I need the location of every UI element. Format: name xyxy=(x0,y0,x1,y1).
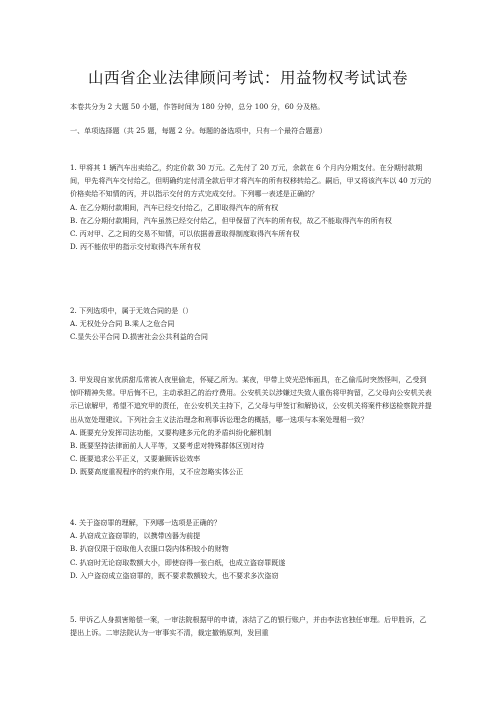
question-1 xyxy=(70,161,432,253)
option-d: D. 既要高度重视程序的约束作用，又不应忽略实体公正 xyxy=(70,467,244,477)
option-c: C. 丙对甲、乙之间的交易不知情，可以依据善意取得制度取得汽车所有权 xyxy=(70,229,300,239)
exam-intro: 本卷共分为 2 大题 50 小题，作答时间为 180 分钟，总分 100 分，60 分及格。 xyxy=(70,102,325,111)
question-2 xyxy=(70,304,432,344)
question-stem: 1. 甲将其 1 辆汽车出卖给乙，约定价款 30 万元。乙先付了 20 万元，余款在 6 个月内分期支付。在分期付款期间，甲先将汽车交付给乙，但明确约定付清全款后甲才将汽车的所有权移转给乙。嗣后，甲又将该汽车以 40 万元的价格卖给不知情的丙，并以指示交付的方式完成交付。下列哪一表述是正确的？ xyxy=(70,163,432,199)
question-4 xyxy=(70,516,432,582)
option-b: B. 既要坚持法律面前人人平等，又要考虑对特殊群体区别对待 xyxy=(70,441,265,451)
question-stem: 5. 甲诉乙人身损害赔偿一案，一审法院根据甲的申请，冻结了乙的银行账户，并由李法官独任审理。后甲胜诉，乙提出上诉。二审法院认为一审事实不清，裁定撤销原判，发回重 xyxy=(70,615,427,638)
question-5 xyxy=(70,613,432,639)
question-3 xyxy=(70,373,432,479)
question-stem: 4. 关于盗窃罪的理解，下列哪一选项是正确的？ xyxy=(70,518,221,527)
option-b: B. 扒窃仅限于窃取他人衣服口袋内体积较小的财物 xyxy=(70,544,229,554)
question-stem: 2. 下列选项中，属于无效合同的是（） xyxy=(70,306,193,315)
option-d: D. 丙不能依甲的指示交付取得汽车所有权 xyxy=(70,242,201,252)
option-d: D. 入户盗窃成立盗窃罪的，既不要求数额较大，也不要求多次盗窃 xyxy=(70,570,279,580)
section-heading: 一、单项选择题（共 25 题，每题 2 分。每题的备选项中，只有一个最符合题意） xyxy=(70,126,327,135)
option-ab: A. 无权处分合同 B.乘人之危合同 xyxy=(70,319,175,329)
option-c: C. 既要追求公平正义，又要兼顾诉讼效率 xyxy=(70,454,201,464)
option-a: A. 扒窃成立盗窃罪的，以携带凶器为前提 xyxy=(70,531,201,541)
option-cd: C.显失公平合同 D.损害社会公共利益的合同 xyxy=(70,332,208,342)
page-title: 山西省企业法律顾问考试：用益物权考试试卷 xyxy=(87,69,408,87)
option-b: B. 在乙分期付款期间，汽车虽然已经交付给乙，但甲保留了汽车的所有权，故乙不能取得汽车的所有权 xyxy=(70,215,392,225)
option-c: C. 扒窃时无论窃取数额大小，即使窃得一张白纸，也成立盗窃罪既遂 xyxy=(70,557,286,567)
option-a: A. 既要充分发挥司法功能，又要构建多元化的矛盾纠纷化解机制 xyxy=(70,427,272,437)
question-stem: 3. 甲发现自家优质甜瓜常被人夜里偷走，怀疑乙所为。某夜，甲带上荧光恐怖面具，在乙偷瓜时突然怪叫，乙受到惊吓精神失常。甲后悔不已，主动承担乙的治疗费用。公安机关以涉嫌过失致人重伤将甲拘留，乙父母向公安机关表示已谅解甲，希望不追究甲的责任，在公安机关主持下，乙父母与甲签订和解协议，公安机关将案件移送检察院并提出从宽处理建议。下列社会主义法治理念和刑事诉讼理念的概括，哪一选项与本案处理相一致？ xyxy=(70,375,432,424)
option-a: A. 在乙分期付款期间，汽车已经交付给乙，乙即取得汽车的所有权 xyxy=(70,202,279,212)
